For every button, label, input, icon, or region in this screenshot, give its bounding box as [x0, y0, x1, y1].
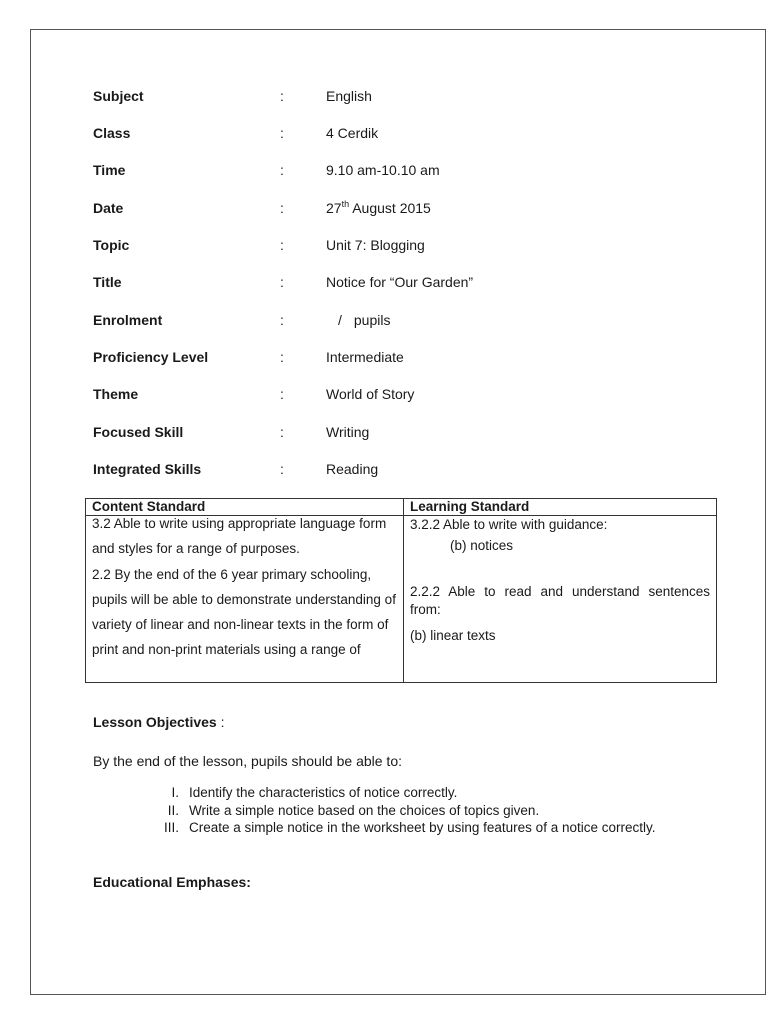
field-enrolment [93, 310, 693, 330]
field-label: Subject [93, 88, 144, 104]
list-item-number: I. [171, 785, 179, 800]
field-value: 9.10 am-10.10 am [326, 162, 440, 178]
field-title [93, 272, 693, 292]
enrolment-slash: / [338, 312, 342, 328]
field-value: Unit 7: Blogging [326, 237, 425, 253]
field-colon: : [280, 88, 284, 104]
lesson-objectives-title: Lesson Objectives [93, 714, 217, 730]
field-label: Class [93, 125, 131, 141]
field-value: English [326, 88, 372, 104]
list-item [93, 784, 673, 802]
field-focused-skill [93, 422, 693, 442]
field-colon: : [280, 461, 284, 477]
list-item-text: Write a simple notice based on the choices of topics given. [189, 802, 540, 818]
field-value: World of Story [326, 386, 415, 402]
field-value [326, 310, 390, 330]
field-proficiency [93, 347, 693, 367]
enrolment-unit: pupils [353, 312, 391, 328]
field-value: Intermediate [326, 349, 404, 365]
field-label: Title [93, 274, 122, 290]
field-label: Focused Skill [93, 424, 184, 440]
educational-emphases-heading: Educational Emphases: [93, 874, 251, 890]
learning-standard-2: 2.2.2 Able to read and understand sentences from: [410, 584, 710, 617]
standards-body-row [86, 516, 717, 683]
list-item [93, 819, 673, 837]
lesson-objectives-colon: : [220, 714, 225, 730]
list-item-number: II. [167, 802, 179, 818]
field-value [326, 198, 431, 218]
field-label: Topic [93, 237, 130, 253]
list-item [93, 802, 673, 820]
date-day: 27 [326, 200, 342, 216]
lesson-objectives-heading [93, 714, 225, 730]
learning-standard-1a: (b) notices [450, 538, 514, 553]
field-colon: : [280, 162, 284, 178]
learning-standard-cell [404, 516, 717, 683]
date-rest: August 2015 [352, 200, 431, 216]
standards-table [85, 498, 717, 683]
list-item-text: Create a simple notice in the worksheet by using features of a notice correctly. [189, 820, 656, 835]
learning-standard-1: 3.2.2 Able to write with guidance: [410, 517, 608, 532]
date-suffix: th [341, 199, 350, 209]
field-value: Reading [326, 461, 379, 477]
content-standard-2: 2.2 By the end of the 6 year primary schooling, pupils will be able to demonstrate understanding of variety of linear and non-linear texts in the form of print and non-print materials using a range of [92, 566, 396, 658]
field-value: Notice for “Our Garden” [326, 274, 474, 290]
field-colon: : [280, 386, 284, 402]
field-label: Integrated Skills [93, 461, 202, 477]
field-topic [93, 235, 693, 255]
field-colon: : [280, 312, 284, 328]
field-value: 4 Cerdik [326, 125, 379, 141]
field-colon: : [280, 125, 284, 141]
field-date [93, 198, 693, 218]
field-subject [93, 86, 693, 106]
field-label: Enrolment [93, 312, 163, 328]
content-standard-header: Content Standard [86, 499, 404, 516]
learning-standard-2a: (b) linear texts [410, 628, 496, 643]
list-item-number: III. [163, 820, 179, 835]
field-value: Writing [326, 424, 370, 440]
field-colon: : [280, 237, 284, 253]
content-standard-cell [86, 516, 404, 683]
field-label: Date [93, 200, 124, 216]
learning-standard-header: Learning Standard [404, 499, 717, 516]
objectives-list [93, 784, 673, 837]
field-label: Theme [93, 386, 139, 402]
field-colon: : [280, 349, 284, 365]
field-theme [93, 384, 693, 404]
list-item-text: Identify the characteristics of notice correctly. [189, 785, 458, 800]
field-label: Proficiency Level [93, 349, 209, 365]
field-colon: : [280, 424, 284, 440]
field-colon: : [280, 200, 284, 216]
field-label: Time [93, 162, 126, 178]
lesson-objectives-intro: By the end of the lesson, pupils should be able to: [93, 753, 402, 769]
field-colon: : [280, 274, 284, 290]
field-class [93, 123, 693, 143]
content-standard-1: 3.2 Able to write using appropriate language form and styles for a range of purposes. [92, 516, 387, 557]
field-time [93, 160, 693, 180]
field-integrated-skills [93, 459, 693, 479]
